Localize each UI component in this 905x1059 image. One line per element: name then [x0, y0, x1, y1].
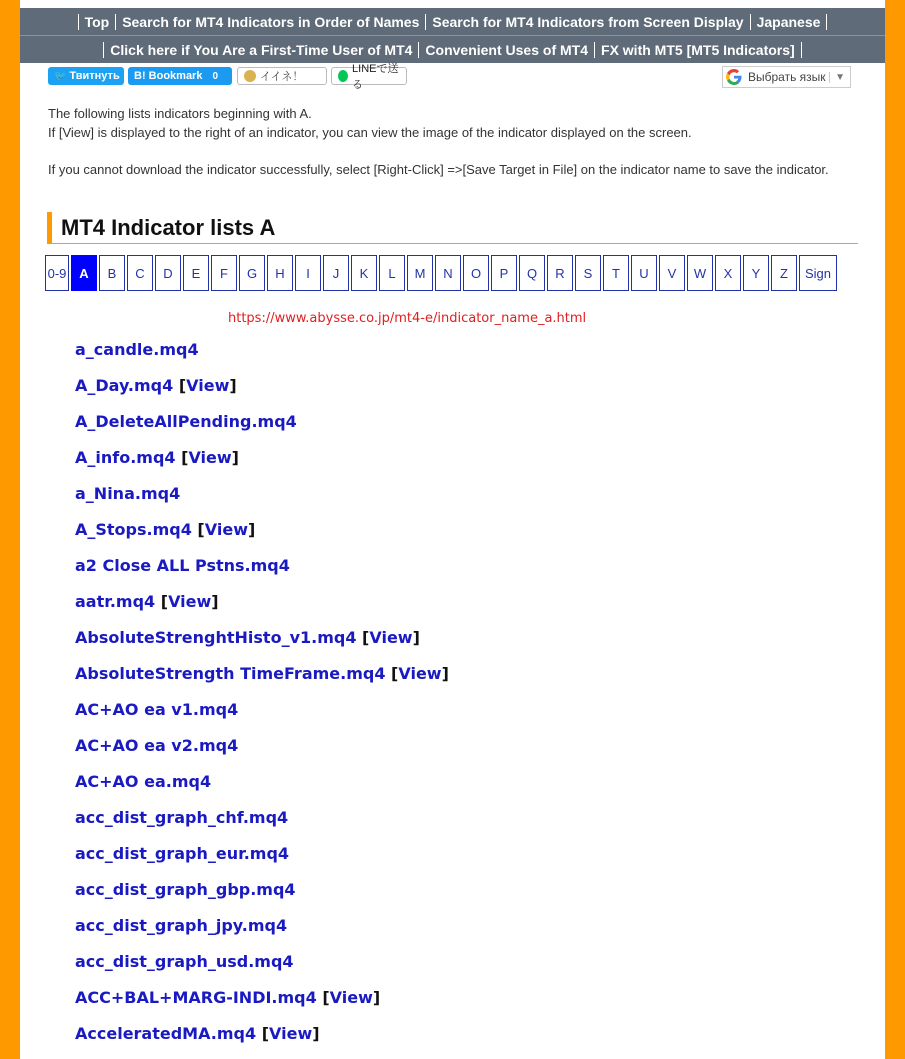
- indicator-item: A_Stops.mq4 [View]: [75, 520, 256, 539]
- alphabet-button-a[interactable]: A: [71, 255, 97, 291]
- alphabet-button-z[interactable]: Z: [771, 255, 797, 291]
- indicator-link[interactable]: a_Nina.mq4: [75, 484, 181, 503]
- view-link[interactable]: View: [204, 520, 248, 539]
- view-link[interactable]: View: [329, 988, 373, 1007]
- indicator-item: [75, 772, 449, 808]
- indicator-link[interactable]: a_candle.mq4: [75, 340, 199, 359]
- page-container: [20, 0, 885, 1059]
- indicator-link[interactable]: AbsoluteStrength TimeFrame.mq4: [75, 664, 386, 683]
- indicator-link[interactable]: A_Day.mq4: [75, 376, 174, 395]
- indicator-link[interactable]: A_DeleteAllPending.mq4: [75, 412, 297, 431]
- indicator-item: [75, 952, 449, 988]
- alphabet-button-t[interactable]: T: [603, 255, 629, 291]
- nav-search-by-screen[interactable]: Search for MT4 Indicators from Screen Display: [425, 14, 749, 30]
- indicator-item: AcceleratedMA.mq4 [View]: [75, 1024, 320, 1043]
- indicator-link[interactable]: AbsoluteStrenghtHisto_v1.mq4: [75, 628, 357, 647]
- intro-line-3: If you cannot download the indicator successfully, select [Right-Click] =>[Save Target in File] on the indicator name to save the indicator.: [48, 162, 829, 177]
- indicator-item: [75, 484, 449, 520]
- alphabet-button-m[interactable]: M: [407, 255, 433, 291]
- alphabet-button-y[interactable]: Y: [743, 255, 769, 291]
- view-link[interactable]: View: [188, 448, 232, 467]
- line-share-button[interactable]: [331, 63, 407, 91]
- indicator-item: [75, 916, 449, 952]
- alphabet-button-p[interactable]: P: [491, 255, 517, 291]
- indicator-item: A_Day.mq4 [View]: [75, 376, 237, 395]
- indicator-link[interactable]: AC+AO ea.mq4: [75, 772, 212, 791]
- indicator-item: A_info.mq4 [View]: [75, 448, 239, 467]
- top-nav-row-1: [20, 8, 885, 35]
- indicator-link[interactable]: acc_dist_graph_usd.mq4: [75, 952, 294, 971]
- mixi-label: イイネ！: [260, 71, 304, 83]
- indicator-link[interactable]: acc_dist_graph_jpy.mq4: [75, 916, 288, 935]
- indicator-item: [75, 412, 449, 448]
- indicator-item: ACC+BAL+MARG-INDI.mq4 [View]: [75, 988, 381, 1007]
- indicator-link[interactable]: acc_dist_graph_chf.mq4: [75, 808, 289, 827]
- twitter-label: Твитнуть: [69, 70, 120, 82]
- indicator-link[interactable]: AcceleratedMA.mq4: [75, 1024, 257, 1043]
- indicator-item: [75, 700, 449, 736]
- line-icon: [338, 70, 348, 82]
- alphabet-nav: [45, 255, 839, 291]
- nav-top[interactable]: Top: [78, 14, 116, 30]
- alphabet-button-r[interactable]: R: [547, 255, 573, 291]
- indicator-link[interactable]: AC+AO ea v2.mq4: [75, 736, 239, 755]
- indicator-link[interactable]: A_Stops.mq4: [75, 520, 192, 539]
- alphabet-button-k[interactable]: K: [351, 255, 377, 291]
- view-link[interactable]: View: [168, 592, 212, 611]
- nav-convenient-uses[interactable]: Convenient Uses of MT4: [418, 42, 594, 58]
- indicator-item: [75, 880, 449, 916]
- page-title: MT4 Indicator lists A: [47, 212, 858, 244]
- mixi-like-button[interactable]: [237, 67, 327, 85]
- hatena-bookmark-button[interactable]: [128, 67, 232, 85]
- indicator-link[interactable]: acc_dist_graph_gbp.mq4: [75, 880, 296, 899]
- indicator-item: AbsoluteStrenghtHisto_v1.mq4 [View]: [75, 628, 420, 647]
- indicator-link[interactable]: aatr.mq4: [75, 592, 156, 611]
- alphabet-button-f[interactable]: F: [211, 255, 237, 291]
- alphabet-button-w[interactable]: W: [687, 255, 713, 291]
- mixi-icon: [244, 70, 256, 82]
- indicator-item: [75, 736, 449, 772]
- indicator-item: AbsoluteStrength TimeFrame.mq4 [View]: [75, 664, 449, 683]
- hatena-label: B! Bookmark: [134, 70, 203, 82]
- view-link[interactable]: View: [269, 1024, 313, 1043]
- alphabet-button-c[interactable]: C: [127, 255, 153, 291]
- intro-text: [48, 104, 848, 179]
- nav-first-time-user[interactable]: Click here if You Are a First-Time User of MT4: [103, 42, 418, 58]
- indicator-link[interactable]: acc_dist_graph_eur.mq4: [75, 844, 290, 863]
- twitter-bird-icon: 🐦: [54, 70, 67, 82]
- indicator-link[interactable]: a2 Close ALL Pstns.mq4: [75, 556, 290, 575]
- alphabet-button-h[interactable]: H: [267, 255, 293, 291]
- alphabet-button-d[interactable]: D: [155, 255, 181, 291]
- alphabet-button-l[interactable]: L: [379, 255, 405, 291]
- alphabet-button-0-9[interactable]: 0-9: [45, 255, 69, 291]
- top-nav-row-2: [20, 35, 885, 63]
- intro-line-1: The following lists indicators beginning with A.: [48, 106, 312, 121]
- alphabet-button-s[interactable]: S: [575, 255, 601, 291]
- indicator-item: [75, 808, 449, 844]
- nav-japanese[interactable]: Japanese: [750, 14, 828, 30]
- indicator-list: [75, 340, 449, 1059]
- view-link[interactable]: View: [398, 664, 442, 683]
- alphabet-button-n[interactable]: N: [435, 255, 461, 291]
- alphabet-button-v[interactable]: V: [659, 255, 685, 291]
- google-g-icon: [726, 69, 742, 85]
- alphabet-button-j[interactable]: J: [323, 255, 349, 291]
- view-link[interactable]: View: [369, 628, 413, 647]
- alphabet-button-u[interactable]: U: [631, 255, 657, 291]
- indicator-link[interactable]: A_info.mq4: [75, 448, 176, 467]
- indicator-link[interactable]: ACC+BAL+MARG-INDI.mq4: [75, 988, 317, 1007]
- line-label: LINEで送る: [352, 63, 399, 91]
- nav-mt5[interactable]: FX with MT5 [MT5 Indicators]: [594, 42, 802, 58]
- alphabet-button-b[interactable]: B: [99, 255, 125, 291]
- twitter-share-button[interactable]: [48, 67, 124, 85]
- hatena-count: 0: [212, 70, 219, 82]
- indicator-item: [75, 340, 449, 376]
- google-translate-select[interactable]: [722, 66, 851, 88]
- alphabet-button-sign[interactable]: Sign: [799, 255, 837, 291]
- view-link[interactable]: View: [186, 376, 230, 395]
- translate-label: Выбрать язык: [748, 70, 826, 84]
- intro-line-2: If [View] is displayed to the right of an indicator, you can view the image of the indicator displayed on the screen.: [48, 125, 692, 140]
- indicator-item: [75, 556, 449, 592]
- alphabet-button-o[interactable]: O: [463, 255, 489, 291]
- dropdown-arrow-icon: ▼: [829, 72, 850, 83]
- indicator-link[interactable]: AC+AO ea v1.mq4: [75, 700, 239, 719]
- alphabet-button-e[interactable]: E: [183, 255, 209, 291]
- alphabet-button-i[interactable]: I: [295, 255, 321, 291]
- nav-search-by-name[interactable]: Search for MT4 Indicators in Order of Names: [115, 14, 425, 30]
- alphabet-button-x[interactable]: X: [715, 255, 741, 291]
- indicator-item: aatr.mq4 [View]: [75, 592, 219, 611]
- alphabet-button-g[interactable]: G: [239, 255, 265, 291]
- page-url: https://www.abysse.co.jp/mt4-e/indicator_name_a.html: [228, 311, 587, 326]
- alphabet-button-q[interactable]: Q: [519, 255, 545, 291]
- indicator-item: [75, 844, 449, 880]
